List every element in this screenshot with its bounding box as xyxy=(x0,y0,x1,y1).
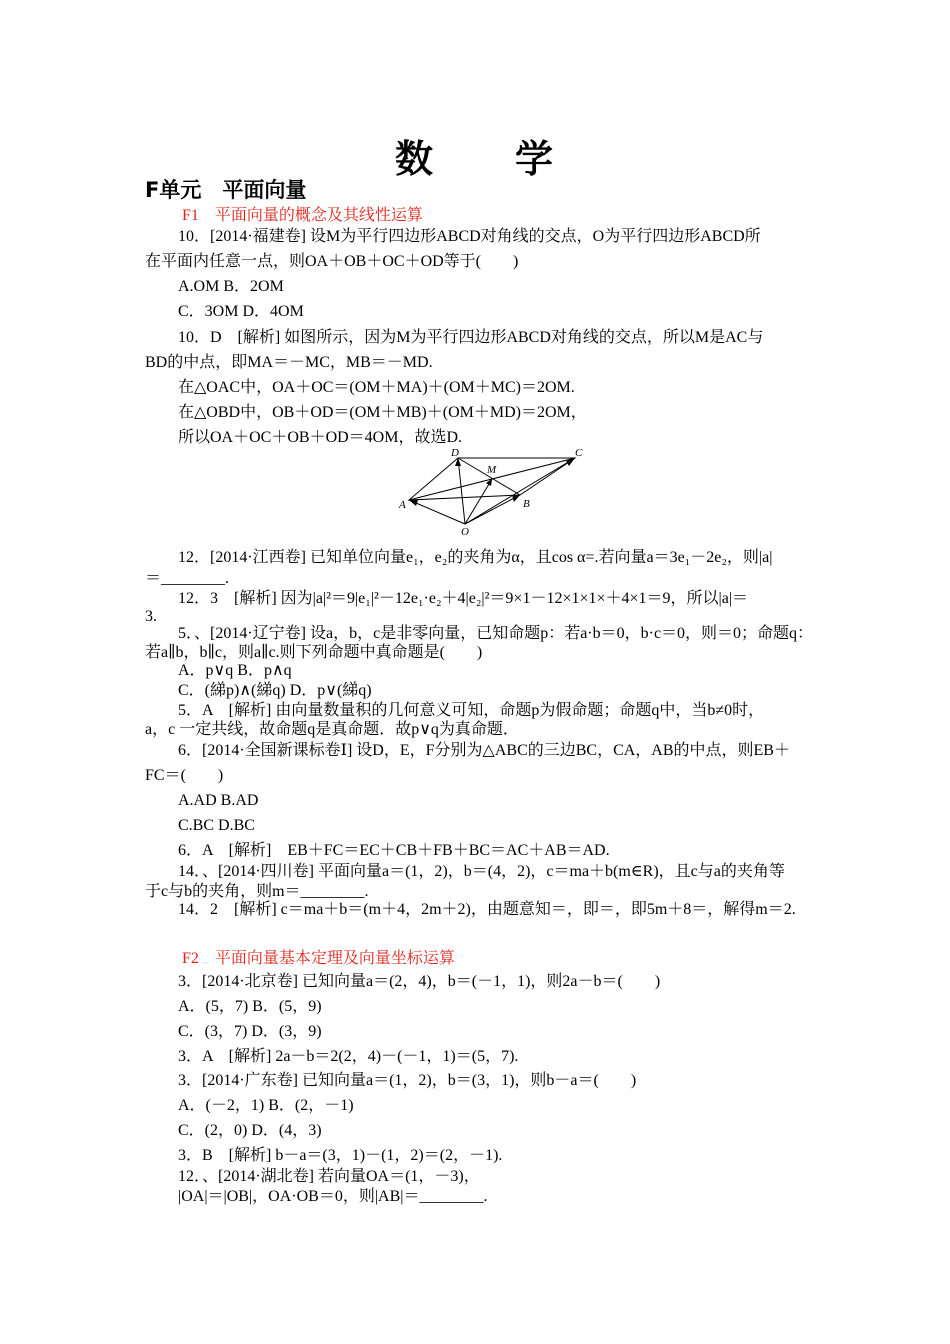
text-line: BD的中点，即MA＝－MC，MB＝－MD. xyxy=(145,354,433,371)
text-line: A.AD B.AD xyxy=(178,792,259,809)
text-line: 在平面内任意一点，则OA＋OB＋OC＋OD等于( ) xyxy=(145,253,519,270)
text-line: C.BC D.BC xyxy=(178,817,255,834)
text-line: 12．、[2014·湖北卷] 若向量OA＝(1，－3)， xyxy=(178,1168,480,1185)
text-line: A．(－2，1) B．(2，－1) xyxy=(178,1097,354,1114)
figure-label: O xyxy=(461,526,469,538)
text-line: 5．、[2014·辽宁卷] 设a，b，c是非零向量，已知命题p：若a·b＝0，b·c＝0，则＝0；命题q： xyxy=(178,625,814,642)
text-line: C．(綈p)∧(綈q) D．p∨(綈q) xyxy=(178,682,372,699)
vector-od xyxy=(458,458,465,524)
text-line: 3．B [解析] b－a＝(3，1)－(1，2)＝(2，－1). xyxy=(178,1147,503,1164)
text-line: 在△OAC中，OA＋OC＝(OM＋MA)＋(OM＋MC)＝2OM. xyxy=(178,379,575,396)
figure-label: B xyxy=(523,498,530,510)
vector-oc xyxy=(465,458,575,524)
text-line: 3. xyxy=(145,608,157,625)
page-title: 数 学 xyxy=(394,137,555,181)
text-line: 12．3 [解析] 因为|a|²＝9|e₁|²－12e₁·e₂＋4|e₂|²＝9×1－12×1×1×＋4×1＝9，所以|a|＝ xyxy=(178,590,749,607)
figure-label: C xyxy=(575,447,583,459)
text-line: 14．、[2014·四川卷] 平面向量a＝(1，2)，b＝(4，2)，c＝ma＋b(m∈R)，且c与a的夹角等 xyxy=(178,863,785,880)
text-line: a，c 一定共线，故命题q是真命题．故p∨q为真命题． xyxy=(145,721,519,738)
figure-label: A xyxy=(399,499,406,511)
text-line: C．(2，0) D．(4，3) xyxy=(178,1122,322,1139)
text-line: 10．D [解析] 如图所示，因为M为平行四边形ABCD对角线的交点，所以M是AC与 xyxy=(178,329,764,346)
figure-label: D xyxy=(451,447,459,459)
text-line: A．(5，7) B．(5，9) xyxy=(178,998,322,1015)
parallelogram-figure xyxy=(395,444,595,538)
section-heading-f2: F2 平面向量基本定理及向量坐标运算 xyxy=(182,950,455,967)
text-line: 于c与b的夹角，则m＝________. xyxy=(145,883,369,900)
section-heading-f1: F1 平面向量的概念及其线性运算 xyxy=(182,207,423,224)
text-line: 若a∥b，b∥c，则a∥c.则下列命题中真命题是( ) xyxy=(145,644,483,661)
text-line: 5．A [解析] 由向量数量积的几何意义可知，命题p为假命题；命题q中，当b≠0时， xyxy=(178,702,765,719)
figure-label: M xyxy=(487,464,497,476)
text-line: 14．2 [解析] c＝ma＋b＝(m＋4，2m＋2)，由题意知＝，即＝，即5m＋8＝，解得m＝2. xyxy=(178,901,796,918)
text-line: C．3OM D．4OM xyxy=(178,303,304,320)
arrow-head xyxy=(512,495,520,502)
text-line: FC＝( ) xyxy=(145,767,224,784)
text-line: 6．[2014·全国新课标卷Ⅰ] 设D，E，F分别为△ABC的三边BC，CA，AB的中点，则EB＋ xyxy=(178,742,790,759)
arrow-head xyxy=(409,500,418,506)
text-line: 10．[2014·福建卷] 设M为平行四边形ABCD对角线的交点，O为平行四边形ABCD所 xyxy=(178,228,761,245)
vector-oa xyxy=(409,500,465,524)
text-line: 6．A [解析] EB＋FC＝EC＋CB＋FB＋BC＝AC＋AB＝AD. xyxy=(178,842,610,859)
text-line: A．p∨q B．p∧q xyxy=(178,662,292,679)
text-line: A.OM B．2OM xyxy=(178,278,284,295)
text-line: 3．[2014·广东卷] 已知向量a＝(1，2)，b＝(3，1)，则b－a＝( ) xyxy=(178,1072,637,1089)
text-line: 12．[2014·江西卷] 已知单位向量e₁，e₂的夹角为α，且cos α=.若向量a＝3e₁－2e₂，则|a| xyxy=(178,549,773,566)
text-line: |OA|＝|OB|，OA·OB＝0，则|AB|＝________. xyxy=(178,1188,488,1205)
text-line: C．(3，7) D．(3，9) xyxy=(178,1023,322,1040)
text-line: 在△OBD中，OB＋OD＝(OM＋MB)＋(OM＋MD)＝2OM， xyxy=(178,404,587,421)
text-line: 3．A [解析] 2a－b＝2(2，4)－(－1，1)＝(5，7). xyxy=(178,1048,519,1065)
text-line: 3．[2014·北京卷] 已知向量a＝(2，4)，b＝(－1，1)，则2a－b＝( ) xyxy=(178,973,661,990)
unit-heading: F单元 平面向量 xyxy=(145,178,307,202)
text-line: 所以OA＋OC＋OB＋OD＝4OM，故选D. xyxy=(178,429,463,446)
text-line: ＝________. xyxy=(145,570,230,587)
